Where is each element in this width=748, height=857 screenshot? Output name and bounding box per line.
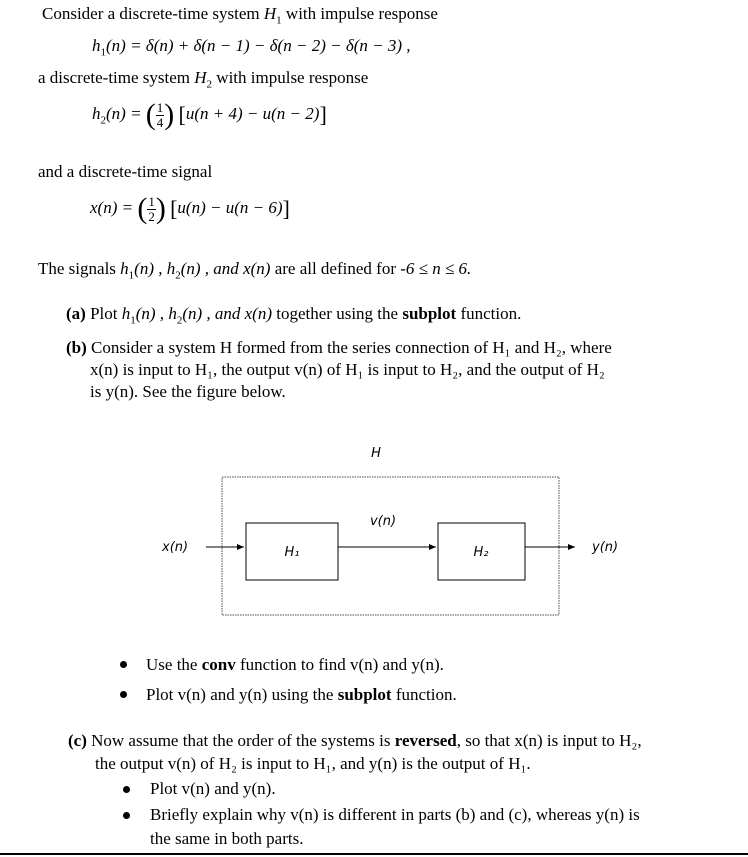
part-b-line2: x(n) is input to H₁, the output v(n) of H₁ is input to H₂, and the output of H₂ bbox=[90, 360, 605, 379]
block-h2-label: H₂ bbox=[473, 545, 489, 560]
bullet-c2: Briefly explain why v(n) is different in parts (b) and (c), whereas y(n) is bbox=[150, 805, 640, 824]
bullet-dot bbox=[120, 691, 127, 698]
part-b-line3: is y(n). See the figure below. bbox=[90, 382, 286, 401]
system2-intro: a discrete-time system $H_2$ with impulse response bbox=[38, 68, 369, 91]
bullet-b1: Use the conv function to find v(n) and y(n). bbox=[146, 655, 444, 674]
intro-line: Consider a discrete-time system $H_1$ with impulse response bbox=[42, 4, 438, 27]
bottom-rule bbox=[0, 853, 748, 855]
bullet-dot bbox=[120, 661, 127, 668]
block-h1-label: H₁ bbox=[284, 545, 300, 560]
part-a: (a) Plot $h_1(n)$ , $h_2(n)$ , and x(n) together using the subplot function. bbox=[66, 304, 522, 327]
bullet-c2-cont: the same in both parts. bbox=[150, 829, 304, 848]
output-label: y(n) bbox=[592, 540, 619, 555]
signals-defined: The signals $h_1(n)$ , $h_2(n)$ , and x(n) are all defined for -6 ≤ n ≤ 6. bbox=[38, 259, 472, 282]
mid-label: v(n) bbox=[369, 514, 397, 529]
system-h-label: H bbox=[371, 446, 381, 461]
bullet-dot bbox=[123, 786, 130, 793]
equation-x: x(n) = ( $\frac{1}{2}$ ) [u(n) − u(n − 6)] bbox=[90, 192, 290, 225]
signal-intro: and a discrete-time signal bbox=[38, 162, 213, 181]
equation-h2: $h_2(n)$ = ( $\frac{1}{4}$ ) [u(n + 4) − u(n − 2)] bbox=[92, 98, 327, 131]
part-c-line1: (c) Now assume that the order of the systems is reversed, so that x(n) is input to H₂, bbox=[68, 731, 642, 750]
part-c-line2: the output v(n) of H₂ is input to H₁, and y(n) is the output of H₁. bbox=[95, 754, 531, 773]
block-diagram bbox=[0, 430, 748, 630]
input-label: x(n) bbox=[162, 540, 189, 555]
equation-h1: $h_1(n) = \delta(n) + \delta(n - 1) - \delta(n - 2) - \delta(n - 3)$ , bbox=[92, 36, 411, 59]
bullet-dot bbox=[123, 812, 130, 819]
part-b-line1: (b) Consider a system H formed from the series connection of H₁ and H₂, where bbox=[66, 338, 612, 357]
bullet-c1: Plot v(n) and y(n). bbox=[150, 779, 276, 798]
bullet-b2: Plot v(n) and y(n) using the subplot function. bbox=[146, 685, 457, 704]
